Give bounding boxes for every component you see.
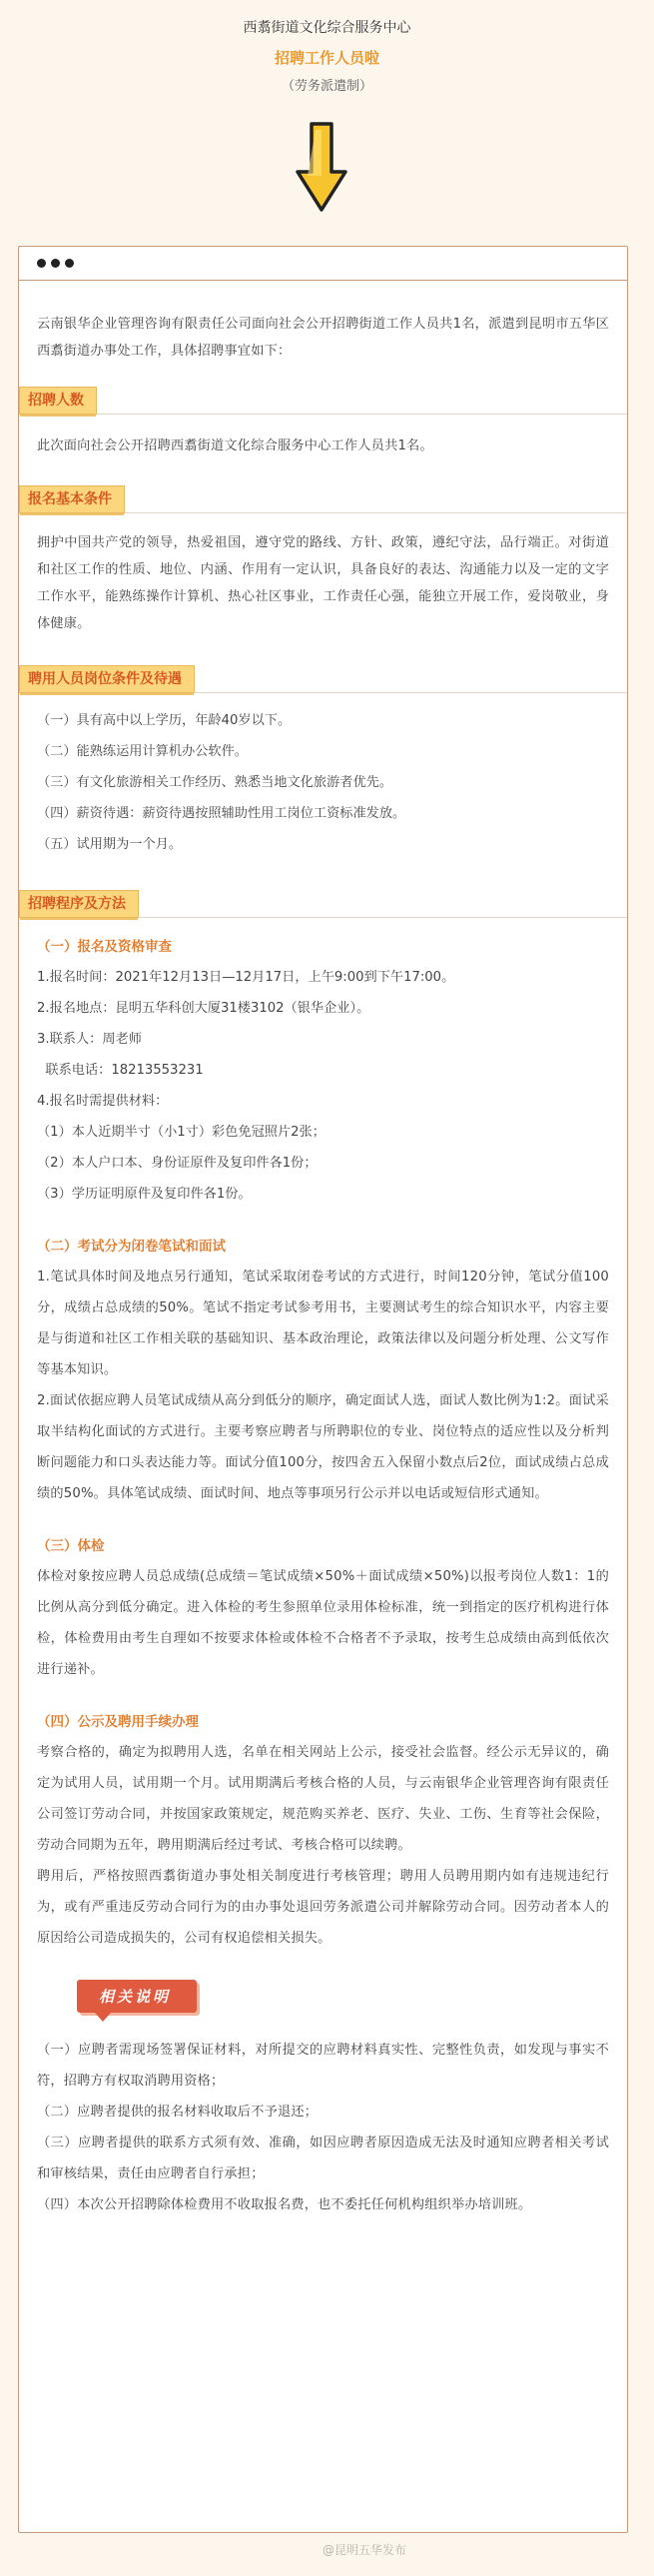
note-item: （四）本次公开招聘除体检费用不收取报名费，也不委托任何机构组织举办培训班。: [37, 2197, 532, 2212]
section-tag-basic: 报名基本条件: [19, 485, 125, 513]
section-tag-conditions: 聘用人员岗位条件及待遇: [19, 665, 195, 693]
card-content: [19, 311, 627, 2220]
section-headcount: [28, 387, 609, 459]
note-item: （三）应聘者提供的联系方式须有效、准确，如因应聘者原因造成无法及时通知应聘者相关考试和审核结果，责任由应聘者自行承担；: [37, 2136, 609, 2181]
notes-list: [37, 2035, 609, 2220]
more-dots-icon: [37, 259, 74, 268]
exam-heading: （二）考试分为闭卷笔试和面试: [37, 1239, 226, 1255]
divider: [19, 414, 627, 415]
headcount-text: 此次面向社会公开招聘西翥街道文化综合服务中心工作人员共1名。: [37, 438, 433, 453]
registration-line: 1.报名时间：2021年12月13日—12月17日，上午9:00到下午17:00。: [37, 970, 455, 985]
condition-item: （四）薪资待遇：薪资待遇按照辅助性用工岗位工资标准发放。: [37, 806, 406, 821]
exam-block: [37, 1232, 609, 1509]
registration-line: （2）本人户口本、身份证原件及复印件各1份；: [37, 1156, 318, 1171]
section-tag-procedure: 招聘程序及方法: [19, 890, 139, 918]
card-topbar: [19, 247, 627, 281]
watermark: @昆明五华发布: [322, 2543, 406, 2557]
registration-line: （3）学历证明原件及复印件各1份。: [37, 1187, 252, 1202]
condition-item: （一）具有高中以上学历，年龄40岁以下。: [37, 713, 292, 728]
registration-line: 4.报名时需提供材料：: [37, 1094, 169, 1109]
down-arrow-icon: [292, 120, 351, 216]
condition-item: （二）能熟练运用计算机办公软件。: [37, 744, 248, 759]
intro-paragraph: 云南银华企业管理咨询有限责任公司面向社会公开招聘街道工作人员共1名，派遣到昆明市五华区西翥街道办事处工作，具体招聘事宜如下：: [37, 317, 609, 359]
condition-item: （三）有文化旅游相关工作经历、熟悉当地文化旅游者优先。: [37, 775, 393, 790]
registration-line: 3.联系人：周老师: [37, 1032, 142, 1047]
announcement-card: [18, 246, 628, 2533]
section-basic: [28, 485, 609, 637]
section-procedure: [28, 890, 609, 1954]
registration-block: [37, 932, 609, 1210]
basic-text: 拥护中国共产党的领导，热爱祖国，遵守党的路线、方针、政策，遵纪守法，品行端正。对街道和社区工作的性质、地位、内涵、作用有一定认识，具备良好的表达、沟通能力以及一定的文字工作水平，能熟练操作计算机、热心社区事业，工作责任心强，能独立开展工作，爱岗敬业，身体健康。: [37, 535, 609, 631]
page-header: [0, 0, 654, 240]
exam-written: 1.笔试具体时间及地点另行通知，笔试采取闭卷考试的方式进行，时间120分钟，笔试分值100分，成绩占总成绩的50%。笔试不指定考试参考用书，主要测试考生的综合知识水平，内容主要是与街道和社区工作相关联的基础知识、基本政治理论，政策法律以及问题分析处理、公文写作等基本知识。: [37, 1270, 609, 1377]
medical-heading: （三）体检: [37, 1538, 105, 1554]
employment-text: 聘用后，严格按照西翥街道办事处相关制度进行考核管理；聘用人员聘用期内如有违规违纪行为，或有严重违反劳动合同行为的由办事处退回劳务派遣公司并解除劳动合同。因劳动者本人的原因给公司造成损失的，公司有权追偿相关损失。: [37, 1869, 609, 1946]
publicity-heading: （四）公示及聘用手续办理: [37, 1714, 199, 1730]
medical-text: 体检对象按应聘人员总成绩(总成绩＝笔试成绩×50%＋面试成绩×50%)以报考岗位人数1：1的比例从高分到低分确定。进入体检的考生参照单位录用体检标准，统一到指定的医疗机构进行体检，体检费用由考生自理如不按要求体检或体检不合格者不予录取，按考生总成绩由高到低依次进行递补。: [37, 1569, 609, 1677]
page-title: 招聘工作人员啦: [274, 49, 379, 67]
medical-block: [37, 1531, 609, 1685]
org-name: 西翥街道文化综合服务中心: [243, 20, 411, 36]
section-notes: [37, 1980, 609, 2013]
registration-heading: （一）报名及资格审查: [37, 939, 172, 955]
section-tag-headcount: 招聘人数: [19, 387, 97, 415]
publicity-text: 考察合格的，确定为拟聘用人选，名单在相关网站上公示，接受社会监督。经公示无异议的，确定为试用人员，试用期一个月。试用期满后考核合格的人员，与云南银华企业管理咨询有限责任公司签订劳动合同，并按国家政策规定，规范购买养老、医疗、失业、工伤、生育等社会保险，劳动合同期为五年，聘用期满后经过考试、考核合格可以续聘。: [37, 1745, 609, 1853]
registration-line: （1）本人近期半寸（小1寸）彩色免冠照片2张；: [37, 1125, 326, 1140]
exam-interview: 2.面试依据应聘人员笔试成绩从高分到低分的顺序，确定面试人选，面试人数比例为1:2。面试采取半结构化面试的方式进行。主要考察应聘者与所聘职位的专业、岗位特点的适应性以及分析判断问题能力和口头表达能力等。面试分值100分，按四舍五入保留小数点后2位，面试成绩占总成绩的50%。具体笔试成绩、面试时间、地点等事项另行公示并以电话或短信形式通知。: [37, 1393, 609, 1501]
note-item: （二）应聘者提供的报名材料收取后不予退还；: [37, 2105, 319, 2120]
registration-line: 联系电话：18213553231: [37, 1063, 204, 1078]
section-conditions: [28, 665, 609, 860]
registration-line: 2.报名地点：昆明五华科创大厦31楼3102（银华企业）。: [37, 1001, 370, 1016]
publicity-block: [37, 1707, 609, 1954]
section-tag-notes: 相关说明: [77, 1980, 197, 2013]
condition-item: （五）试用期为一个月。: [37, 837, 183, 852]
note-item: （一）应聘者需现场签署保证材料，对所提交的应聘材料真实性、完整性负责，如发现与事实不符，招聘方有权取消聘用资格；: [37, 2043, 609, 2089]
subtitle: （劳务派遣制）: [281, 79, 372, 94]
